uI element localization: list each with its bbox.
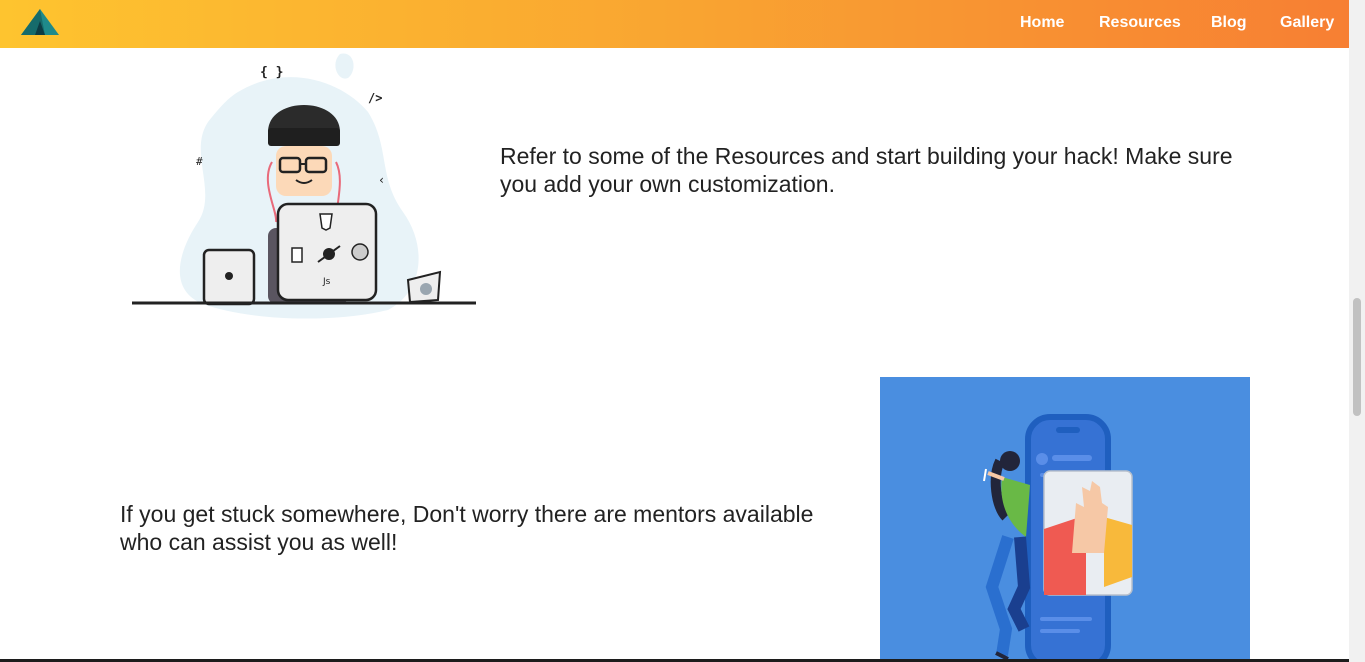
svg-text:‹: ‹ bbox=[378, 173, 386, 187]
vertical-scrollbar[interactable] bbox=[1349, 0, 1365, 662]
step-2-text: If you get stuck somewhere, Don't worry there are mentors available who can assist you as well! bbox=[120, 501, 814, 555]
nav-home-link[interactable]: Home bbox=[1020, 14, 1065, 31]
svg-text:#: # bbox=[196, 155, 203, 168]
step-1-text: Refer to some of the Resources and start building your hack! Make sure you add your own customization. bbox=[500, 143, 1233, 197]
high-five-phone-icon bbox=[880, 377, 1250, 662]
laptop-js-label: Js bbox=[323, 277, 331, 287]
tent-icon[interactable] bbox=[19, 7, 61, 37]
scrollbar-thumb[interactable] bbox=[1353, 298, 1361, 416]
nav-gallery-link[interactable]: Gallery bbox=[1280, 14, 1335, 31]
nav-blog-link[interactable]: Blog bbox=[1211, 14, 1247, 31]
developer-with-laptop-icon bbox=[128, 52, 480, 322]
top-navbar bbox=[0, 0, 1349, 48]
svg-text:/>: /> bbox=[368, 91, 383, 105]
svg-text:{ }: { } bbox=[260, 65, 284, 80]
nav-resources-link[interactable]: Resources bbox=[1099, 14, 1181, 31]
